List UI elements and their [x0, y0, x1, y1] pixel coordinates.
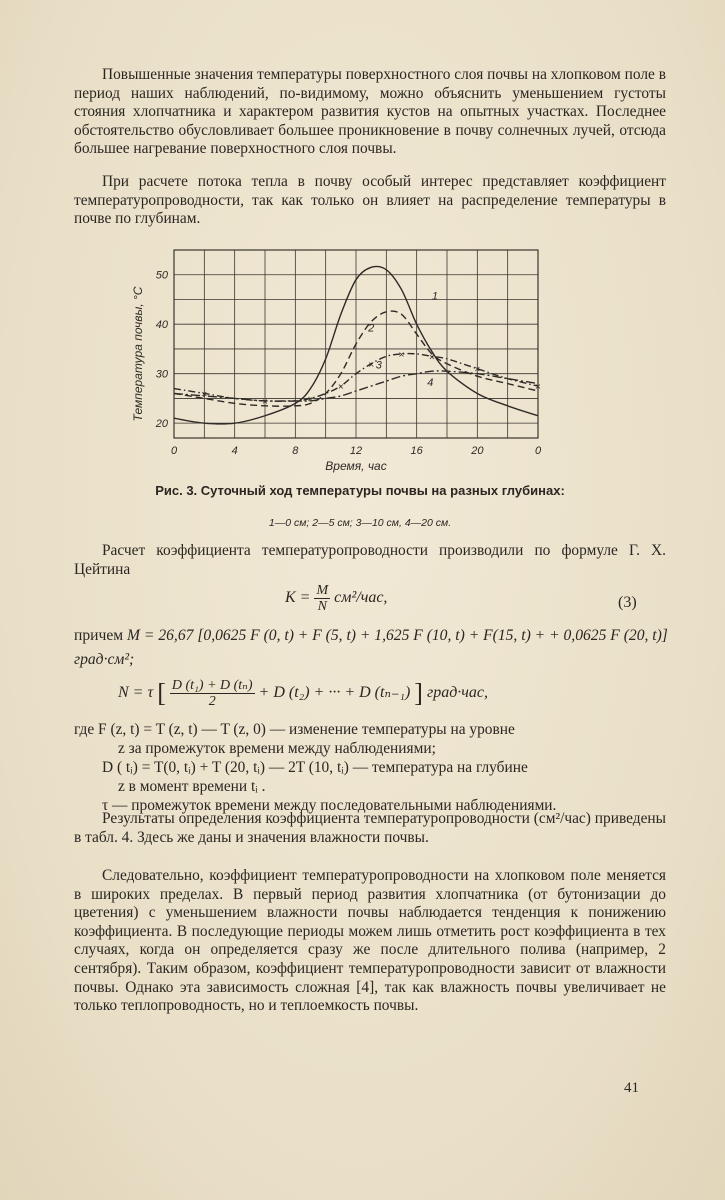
- figure-caption-title: Рис. 3. Суточный ход температуры почвы на разных глубинах:: [155, 483, 565, 498]
- paragraph-heat-flow: [74, 173, 666, 229]
- y-tick-label: 20: [155, 418, 168, 431]
- series-marker-3: ×: [337, 382, 345, 392]
- formula-k: [285, 583, 387, 614]
- y-axis-label: Температура почвы, °C: [131, 286, 145, 422]
- paragraph-formula-intro: [74, 542, 666, 579]
- x-tick-label: 0: [534, 445, 542, 457]
- definition-d: D ( tᵢ) = T(0, tᵢ) + T (20, tᵢ) — 2T (10, tᵢ) — температура на глубине: [102, 759, 528, 776]
- x-axis-label: Время, час: [325, 459, 387, 473]
- formula-m-expression: M = 26,67 [0,0625 F (0, t) + F (5, t) + 1,625 F (10, t) + F(15, t) + + 0,0625 F (20, t)] град·см²;: [74, 627, 668, 668]
- paragraph-conclusion: [74, 867, 666, 1016]
- formula-number: (3): [618, 594, 637, 611]
- formula-m-intro: причем: [74, 627, 124, 644]
- formula-k-lhs: K =: [285, 589, 311, 607]
- definition-tau: τ — промежуток времени между последовательными наблюдениями.: [102, 797, 557, 814]
- series-label-4: 4: [427, 377, 434, 390]
- y-tick-label: 30: [155, 368, 168, 381]
- definition-f-continued: z за промежуток времени между наблюдениями;: [118, 740, 436, 757]
- x-tick-label: 12: [349, 445, 363, 457]
- formula-definitions: [74, 720, 668, 815]
- y-tick-label: 50: [155, 269, 168, 282]
- formula-n-units: град·час,: [426, 684, 489, 702]
- temperature-chart-svg: [120, 244, 560, 476]
- formula-n-lhs: N = τ: [118, 684, 154, 702]
- figure-caption-legend: 1—0 см; 2—5 см; 3—10 см, 4—20 см.: [268, 517, 452, 529]
- x-tick-label: 4: [231, 445, 238, 457]
- series-label-3: 3: [375, 359, 382, 372]
- paragraph-results: [74, 810, 666, 847]
- series-marker-3: ×: [398, 349, 405, 359]
- formula-n-numerator: D (t₁) + D (tₙ): [171, 678, 253, 693]
- paragraph-text: Следовательно, коэффициент температуропроводности на хлопковом поле меняется в широких пределах. В первый период развития хлопчатника (от бутонизации до цветения) с уменьшением влажности почвы наблюдается тенденция к понижению коэффициента. В последующие периоды можем лишь отметить рост коэффициента в тех случаях, когда он определяется сразу же после длительного полива (например, 2 сентября). Таким образом, коэффициент температуропроводности зависит от влажности почвы. Однако эта зависимость сложная [4], так как влажность почвы увеличивает не только теплопроводность, но и теплоемкость почвы.: [74, 867, 666, 1015]
- series-marker-3: ×: [534, 382, 542, 392]
- series-marker-3: ×: [307, 394, 314, 404]
- page-number: 41: [624, 1080, 639, 1096]
- paragraph-text: Повышенные значения температуры поверхностного слоя почвы на хлопковом поле в период наших наблюдений, по-видимому, можно объяснить уменьшением густоты стояния хлопчатника и характером развития кустов на опытных участках. Последнее обстоятельство обусловливает большее проникновение в почву солнечных лучей, отсюда большее нагревание поверхностного слоя почвы.: [74, 66, 666, 158]
- formula-k-fraction: [314, 583, 330, 614]
- series-marker-3: ×: [367, 359, 375, 369]
- series-marker-3: ×: [428, 352, 436, 362]
- series-label-1: 1: [431, 290, 438, 303]
- bracket-open-glyph: [: [157, 678, 166, 708]
- series-marker-3: ×: [473, 364, 481, 374]
- definition-d-continued: z в момент времени tᵢ .: [118, 778, 266, 795]
- formula-k-denominator: N: [317, 599, 327, 614]
- x-tick-label: 20: [471, 445, 484, 457]
- formula-k-units: см²/час,: [334, 589, 388, 607]
- y-tick-label: 40: [155, 319, 168, 332]
- figure-3-chart: [120, 244, 560, 476]
- x-tick-label: 0: [170, 445, 178, 457]
- formula-n: [118, 678, 488, 709]
- x-tick-label: 16: [410, 445, 423, 457]
- paragraph-text: При расчете потока тепла в почву особый интерес представляет коэффициент температуропроводности, так как только он влияет на распределение температуры в почве по глубинам.: [74, 173, 666, 228]
- x-tick-label: 8: [292, 445, 299, 457]
- paragraph-text: Расчет коэффициента температуропроводности производили по формуле Г. Х. Цейтина: [74, 542, 666, 578]
- bracket-close-glyph: ]: [414, 678, 423, 708]
- series-marker-3: ×: [261, 396, 269, 406]
- series-label-2: 2: [368, 322, 375, 335]
- formula-n-fraction: [170, 678, 255, 709]
- formula-k-numerator: M: [316, 583, 329, 598]
- paragraph-intro: [74, 66, 666, 159]
- formula-m: [74, 624, 674, 672]
- definition-f: где F (z, t) = T (z, t) — T (z, 0) — изменение температуры на уровне: [74, 721, 515, 738]
- formula-n-denominator: 2: [208, 694, 216, 709]
- paragraph-text: Результаты определения коэффициента температуропроводности (см²/час) приведены в табл. 4. Здесь же даны и значения влажности почвы.: [74, 810, 666, 846]
- formula-n-rest: + D (t₂) + ··· + D (tₙ₋₁): [258, 684, 411, 702]
- series-marker-3: ×: [200, 389, 208, 399]
